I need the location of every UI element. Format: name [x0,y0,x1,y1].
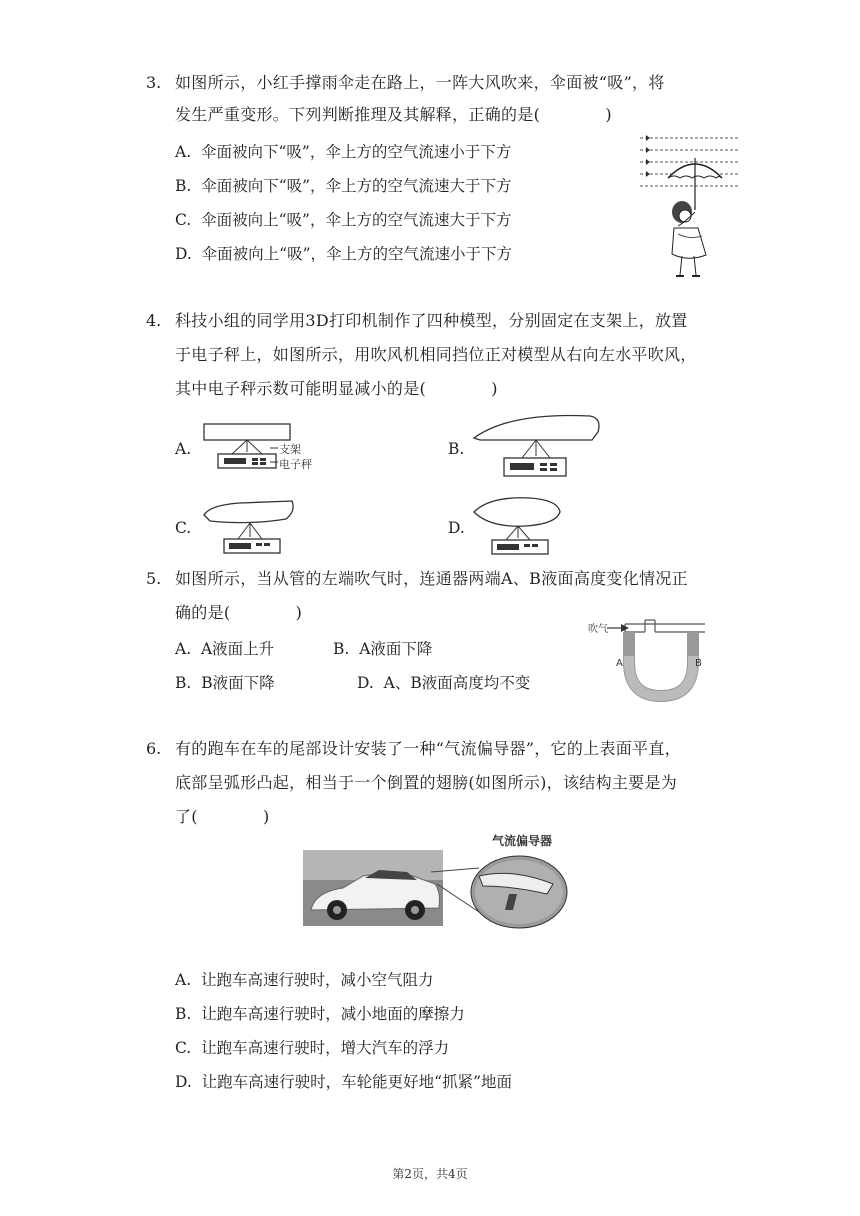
q4-line-3: 其中电子秤示数可能明显减小的是( ) [175,379,498,398]
scale-label: 电子秤 [279,458,312,471]
option-label: B. [175,177,192,195]
option-text: 伞面被向上“吸”，伞上方的空气流速大于下方 [201,211,512,229]
option-label: B. [175,674,192,692]
option-label: C. [175,211,192,229]
option-label: C. [175,1039,192,1057]
q3-line-2: 发生严重变形。下列判断推理及其解释，正确的是( ) [175,105,612,124]
option-text: 伞面被向上“吸”，伞上方的空气流速小于下方 [201,245,513,263]
option-label: A. [175,971,192,989]
option-label: B. [333,640,350,658]
q6-number: 6. [146,739,162,758]
spoiler-label: 气流偏导器 [492,834,553,848]
option-text: 让跑车高速行驶时，车轮能更好地“抓紧”地面 [201,1073,513,1091]
q3-option-b[interactable] [175,174,512,196]
q5-option-c[interactable] [175,671,275,693]
q4-option-d-label[interactable]: D. [448,519,465,537]
q6-line-2: 底部呈弧形凸起，相当于一个倒置的翅膀(如图所示)，该结构主要是为 [175,773,678,792]
model-d-figure [470,492,570,558]
option-text: 让跑车高速行驶时，减小地面的摩擦力 [201,1005,465,1023]
q3-option-c[interactable] [175,208,511,230]
option-text: B液面下降 [201,674,275,692]
blow-label: 吹气 [588,624,608,635]
q6-option-a[interactable] [175,968,434,990]
q5-option-a[interactable] [175,637,274,659]
q5-line-2: 确的是( ) [175,603,303,622]
option-text: 伞面被向下“吸”，伞上方的空气流速大于下方 [201,177,512,195]
q6-line-3: 了( ) [175,807,270,826]
option-label: A. [175,143,192,161]
option-label: D. [175,245,192,263]
model-c-figure [200,495,310,557]
q4-number: 4. [146,311,162,330]
q4-line-1: 科技小组的同学用3D打印机制作了四种模型，分别固定在支架上，放置 [175,311,688,330]
option-text: A、B液面高度均不变 [383,674,531,692]
q6-option-b[interactable] [175,1002,465,1024]
option-text: 让跑车高速行驶时，增大汽车的浮力 [201,1039,450,1057]
option-label: B. [175,1005,192,1023]
q6-option-d[interactable] [175,1070,512,1092]
option-text: A液面下降 [359,640,433,658]
model-b-figure [470,410,610,485]
umbrella-girl-figure [640,130,750,280]
q6-option-c[interactable] [175,1036,449,1058]
option-label: D. [357,674,374,692]
q3-option-d[interactable] [175,242,512,264]
q3-option-a[interactable] [175,140,511,162]
option-label: D. [175,1073,192,1091]
option-text: A液面上升 [200,640,275,658]
q5-option-b[interactable] [333,637,432,659]
q4-option-b-label[interactable]: B. [448,440,465,458]
q5-option-d[interactable] [357,671,530,693]
b-end-label: B [695,658,702,669]
q6-line-1: 有的跑车在车的尾部设计安装了一种“气流偏导器”，它的上表面平直， [175,739,681,758]
q3-line-1: 如图所示，小红手撑雨伞走在路上，一阵大风吹来，伞面被“吸”，将 [175,73,665,92]
q5-number: 5. [146,569,162,588]
option-text: 让跑车高速行驶时，减小空气阻力 [200,971,434,989]
q3-number: 3. [146,73,162,92]
option-text: 伞面被向下“吸”，伞上方的空气流速小于下方 [200,143,512,161]
a-end-label: A [616,658,623,669]
stand-label: 支架 [279,443,301,456]
page-footer: 第2页，共4页 [392,1167,468,1181]
q4-line-2: 于电子秤上，如图所示，用吹风机相同挡位正对模型从右向左水平吹风， [175,345,697,364]
q4-option-c-label[interactable]: C. [175,519,192,537]
q5-line-1: 如图所示，当从管的左端吹气时，连通器两端A、B液面高度变化情况正 [175,569,688,588]
q4-option-a-label[interactable]: A. [175,440,192,458]
option-label: A. [175,640,192,658]
